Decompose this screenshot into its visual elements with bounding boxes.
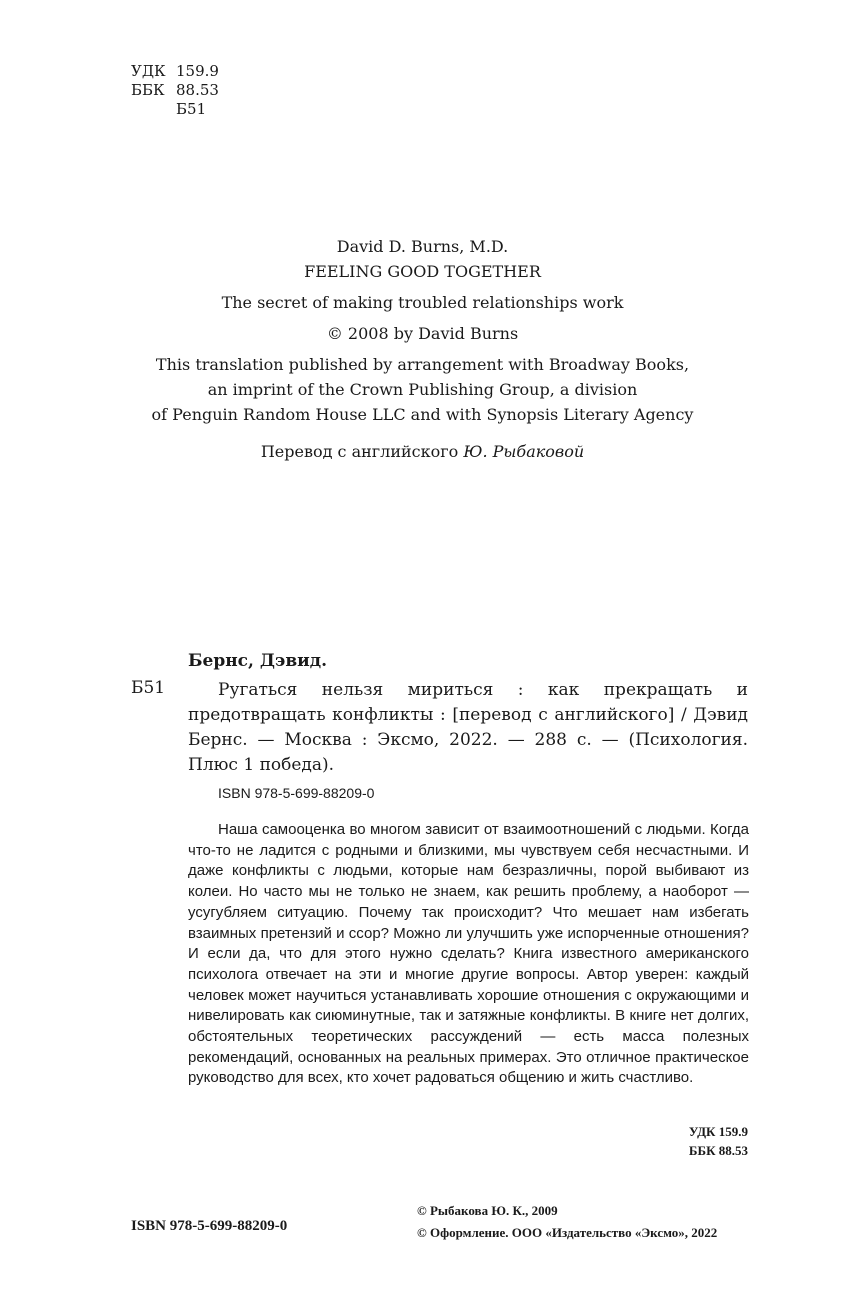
catalog-author: Бернс, Дэвид.	[188, 651, 327, 671]
udk-row	[131, 62, 219, 81]
original-author: David D. Burns, M.D.	[336, 237, 509, 256]
original-title: FEELING GOOD TOGETHER	[304, 262, 541, 281]
footer-copyrights	[417, 1200, 717, 1244]
arrangement-line-3: of Penguin Random House LLC and with Synopsis Literary Agency	[151, 405, 694, 424]
copyright-translation: © Рыбакова Ю. К., 2009	[417, 1203, 558, 1218]
author-mark-row	[131, 100, 219, 119]
footer-udk: УДК 159.9	[688, 1124, 748, 1139]
author-mark-value: Б51	[176, 100, 207, 118]
udk-value: 159.9	[176, 62, 219, 80]
catalog-isbn: ISBN 978-5-699-88209-0	[218, 785, 375, 801]
udk-label: УДК	[131, 62, 166, 80]
classification-codes	[131, 62, 219, 119]
catalog-code: Б51	[131, 678, 166, 698]
original-credits	[0, 234, 845, 464]
arrangement-line-2: an imprint of the Crown Publishing Group, a division	[207, 380, 638, 399]
translation-label: Перевод с английского	[260, 442, 459, 461]
annotation: Наша самооценка во многом зависит от взаимоотношений с людьми. Когда что-то не ладится с родными и близкими, мы чувствуем себя несчастными. И даже конфликты с людьми, которые нам безразличны, порой выбивают из колеи. Но часто мы не только не знаем, как решить проблему, а наоборот — усугубляем ситуацию. Почему так происходит? Что мешает нам избегать взаимных претензий и ссор? Можно ли улучшить уже испорченные отношения? И если да, что для этого нужно сделать? Книга известного американского психолога отвечает на эти и многие другие вопросы. Автор уверен: каждый человек может научиться устанавливать хорошие отношения с окружающими и нивелировать как сиюминутные, так и затяжные конфликты. В книге нет долгих, обстоятельных теоретических рассуждений — есть масса полезных рекомендаций, основанных на реальных примерах. Это отличное практическое руководство для всех, кто хочет радоваться общению и жить счастливо.	[188, 821, 749, 1087]
translator-name: Ю. Рыбаковой	[463, 442, 585, 461]
original-copyright: © 2008 by David Burns	[326, 324, 519, 343]
bbk-value: 88.53	[176, 81, 219, 99]
translator-credit	[0, 439, 845, 464]
bibliographic-description: Ругаться нельзя мириться : как прекращать и предотвращать конфликты : [перевод с английского] / Дэвид Бернс. — Москва : Эксмо, 2022. — 288 с. — (Психология. Плюс 1 победа).	[188, 680, 748, 775]
bbk-label: ББК	[131, 81, 165, 99]
footer-codes	[689, 1122, 748, 1160]
copyright-design: © Оформление. ООО «Издательство «Эксмо», 2022	[417, 1225, 718, 1240]
arrangement-line-1: This translation published by arrangement with Broadway Books,	[155, 355, 690, 374]
original-subtitle: The secret of making troubled relationships work	[221, 293, 624, 312]
bbk-row	[131, 81, 219, 100]
author-mark-label	[131, 100, 176, 119]
footer-bbk: ББК 88.53	[688, 1143, 748, 1158]
footer-isbn: ISBN 978-5-699-88209-0	[131, 1218, 288, 1234]
